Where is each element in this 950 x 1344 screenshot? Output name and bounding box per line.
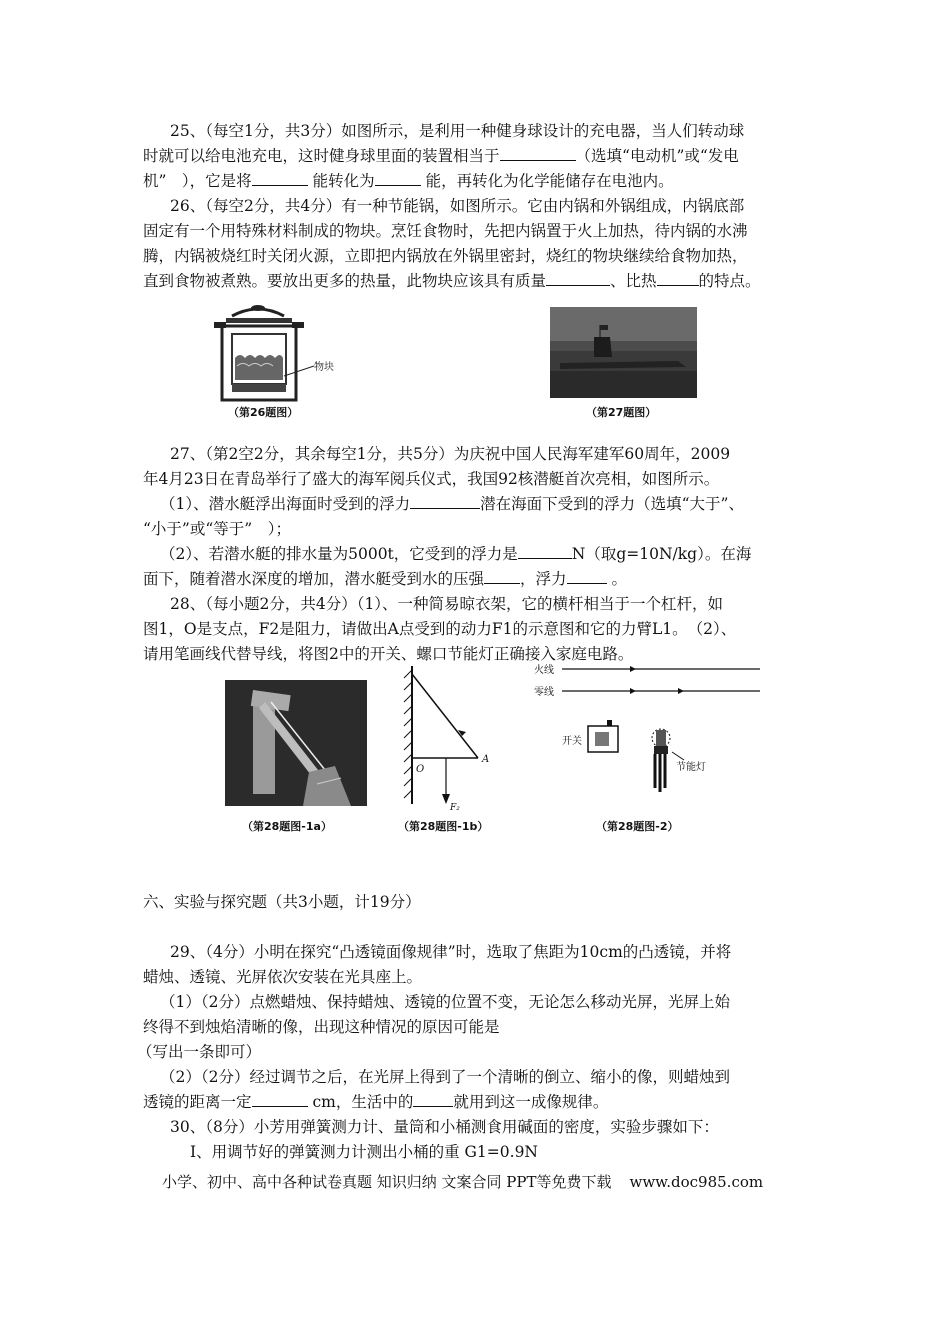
fig28-2-caption: （第28题图-2） (596, 820, 679, 833)
q29-line-3: （1）（2分）点燃蜡烛、保持蜡烛、透镜的位置不变，无论怎么移动光屏，光屏上始 (160, 993, 730, 1011)
q27-line-2: 年4月23日在青岛举行了盛大的海军阅兵仪式，我国92核潜艇首次亮相，如图所示。 (143, 470, 720, 488)
q25-line-1: 25、（每空1分，共3分）如图所示，是利用一种健身球设计的充电器，当人们转动球 (170, 122, 745, 140)
neutral-wire-label: 零线 (534, 687, 554, 698)
q27-line-1: 27、（第2空2分，其余每空1分，共5分）为庆祝中国人民海军建军60周年，2009 (170, 445, 731, 463)
q29-line-6: （2）（2分）经过调节之后，在光屏上得到了一个清晰的倒立、缩小的像，则蜡烛到 (160, 1068, 730, 1086)
energy-saving-pot-figure (202, 300, 352, 408)
switch-label: 开关 (562, 736, 582, 747)
q29-line-5: （写出一条即可） (137, 1043, 262, 1061)
q27-line-4: “小于”或“等于” ）； (143, 520, 291, 538)
q29-line-4: 终得不到烛焰清晰的像，出现这种情况的原因可能是 (143, 1018, 500, 1036)
q26-line-1: 26、（每空2分，共4分）有一种节能锅，如图所示。它由内锅和外锅组成，内锅底部 (170, 197, 745, 215)
fig28-1b-caption: （第28题图-1b） (398, 820, 489, 833)
submarine-photo (550, 307, 697, 398)
clothes-rack-photo (225, 680, 367, 806)
q25-line-2: 时就可以给电池充电，这时健身球里面的装置相当于 （选填“电动机”或“发电 (143, 147, 739, 165)
q29-line-1: 29、（4分）小明在探究“凸透镜面像规律”时，选取了焦距为10cm的凸透镜，并将 (170, 943, 732, 961)
answer-blank[interactable] (546, 271, 610, 286)
q26-line-3: 腾，内锅被烧红时关闭火源，立即把内锅放在外锅里密封，烧红的物块继续给食物加热， (143, 247, 748, 265)
footer-url[interactable]: www.doc985.com (629, 1173, 764, 1191)
page-footer (162, 1171, 763, 1192)
section-title: 六、实验与探究题（共3小题，计19分） (143, 893, 421, 911)
lever-diagram (400, 662, 510, 812)
footer-text: 小学、初中、高中各种试卷真题 知识归纳 文案合同 PPT等免费下载 (162, 1173, 612, 1191)
fig27-caption: （第27题图） (586, 406, 657, 419)
q29-line-7: 透镜的距离一定 cm，生活中的 就用到这一成像规律。 (143, 1093, 609, 1111)
answer-blank[interactable] (410, 494, 480, 509)
household-circuit-diagram (532, 660, 767, 808)
answer-blank[interactable] (657, 271, 699, 286)
point-a-label: A (482, 754, 490, 765)
q27-line-6: 面下，随着潜水深度的增加，潜水艇受到水的压强 ，浮力 。 (143, 570, 627, 588)
answer-blank[interactable] (375, 171, 421, 186)
q28-line-2: 图1，O是支点，F2是阻力，请做出A点受到的动力F1的示意图和它的力臂L1。 （2）、 (143, 620, 737, 638)
answer-blank[interactable] (413, 1092, 453, 1107)
q28-line-3: 请用笔画线代替导线，将图2中的开关、螺口节能灯正确接入家庭电路。 (143, 645, 634, 663)
answer-blank[interactable] (500, 146, 576, 161)
fig26-caption: （第26题图） (228, 406, 299, 419)
q25-line-3: 机” ），它是将 能转化为 能，再转化为化学能储存在电池内。 (143, 172, 674, 190)
q30-line-2: Ⅰ、用调节好的弹簧测力计测出小桶的重 G1=0.9N (190, 1143, 538, 1161)
answer-blank[interactable] (252, 1092, 308, 1107)
q29-line-2: 蜡烛、透镜、光屏依次安装在光具座上。 (143, 968, 423, 986)
q27-line-3: （1）、潜水艇浮出海面时受到的浮力 潜在海面下受到的浮力（选填“大于”、 (160, 495, 744, 513)
answer-blank[interactable] (518, 544, 572, 559)
force-f2-label: F₂ (450, 803, 460, 812)
answer-blank[interactable] (252, 171, 308, 186)
q28-line-1: 28、（每小题2分，共4分）（1）、一种简易晾衣架，它的横杆相当于一个杠杆，如 (170, 595, 724, 613)
fig28-1a-caption: （第28题图-1a） (242, 820, 332, 833)
answer-blank[interactable] (567, 569, 607, 584)
answer-blank[interactable] (484, 569, 520, 584)
q26-line-4: 直到食物被煮熟。要放出更多的热量，此物块应该具有质量 、比热 的特点。 (143, 272, 761, 290)
q26-line-2: 固定有一个用特殊材料制成的物块。烹饪食物时，先把内锅置于火上加热，待内锅的水沸 (143, 222, 748, 240)
lamp-label: 节能灯 (676, 762, 706, 773)
block-label: 物块 (314, 362, 334, 373)
q30-line-1: 30、（8分）小芳用弹簧测力计、量筒和小桶测食用碱面的密度，实验步骤如下： (170, 1118, 719, 1136)
pivot-o-label: O (416, 764, 425, 775)
q27-line-5: （2）、若潜水艇的排水量为5000t，它受到的浮力是 N（取g=10N/kg）。在海 (160, 545, 752, 563)
live-wire-label: 火线 (534, 665, 554, 676)
